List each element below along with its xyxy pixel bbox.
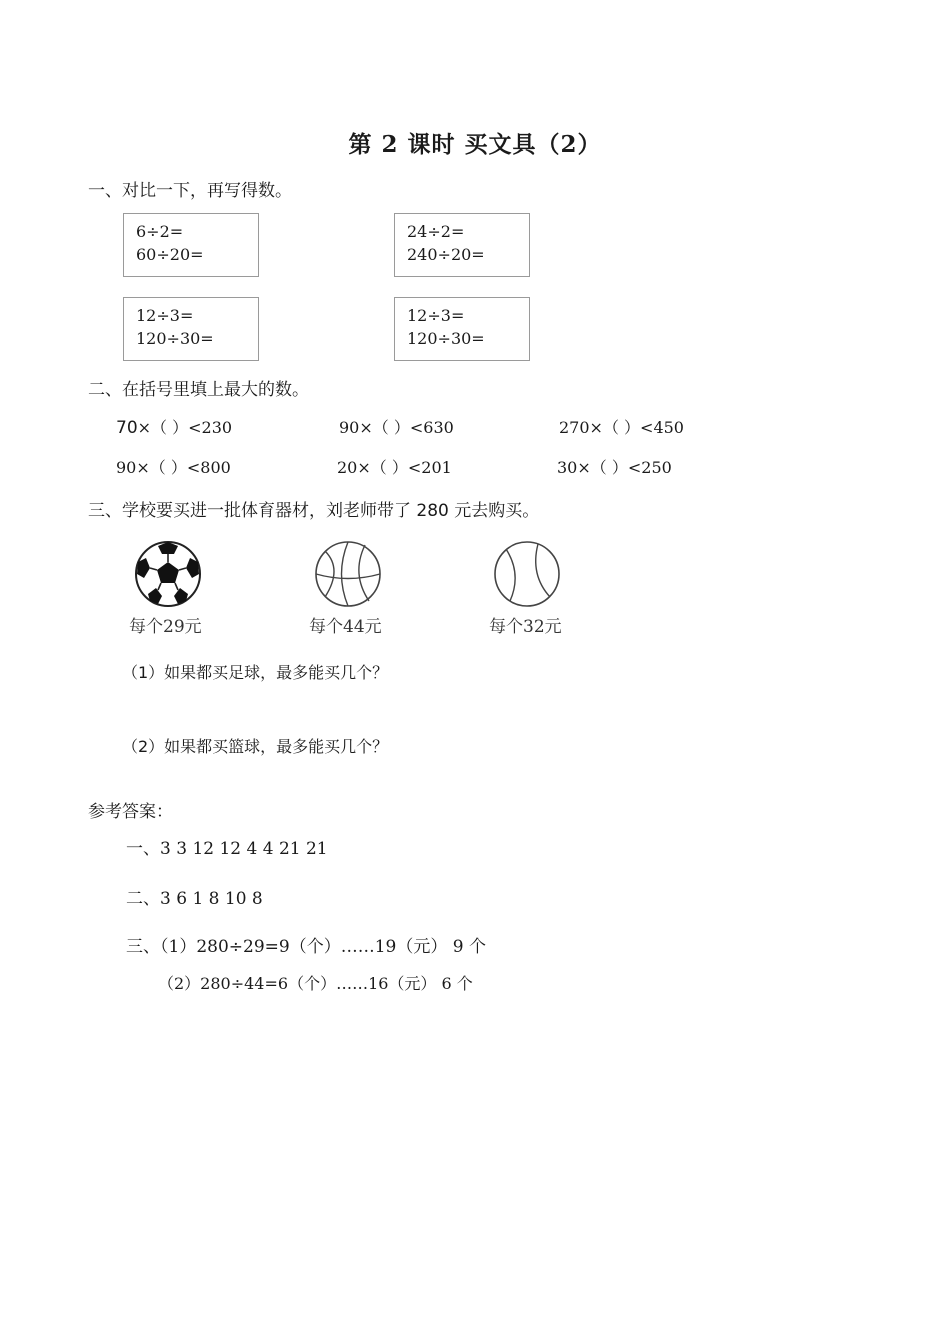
expression-box-4 <box>394 297 530 361</box>
answer-3-part-1: 三、（1）280÷29=9（个）……19（元） 9 个 <box>126 937 486 957</box>
answer-1: 一、3 3 12 12 4 4 21 21 <box>126 839 328 859</box>
basketball-icon <box>313 539 383 609</box>
expression-line: 60÷20= <box>136 245 204 264</box>
section-1-heading: 一、对比一下，再写得数。 <box>88 181 292 201</box>
section-3-heading: 三、学校要买进一批体育器材，刘老师带了 280 元去购买。 <box>88 501 540 521</box>
inequality-text: ×（ ）<230 <box>137 418 233 437</box>
inequality-item: 90×（ ）<630 <box>339 418 454 437</box>
section-2-heading: 二、在括号里填上最大的数。 <box>88 380 309 400</box>
question-1: （1）如果都买足球，最多能买几个？ <box>122 663 389 682</box>
answers-heading: 参考答案： <box>88 802 173 822</box>
expression-line: 240÷20= <box>407 245 485 264</box>
expression-line: 6÷2= <box>136 222 184 241</box>
answer-2: 二、3 6 1 8 10 8 <box>126 889 263 909</box>
expression-box-3 <box>123 297 259 361</box>
price-caption: 每个44元 <box>309 617 382 637</box>
expression-line: 120÷30= <box>407 329 485 348</box>
inequality-lead: 70 <box>116 418 138 438</box>
expression-box-2 <box>394 213 530 277</box>
price-caption: 每个29元 <box>129 617 202 637</box>
answer-3-part-2: （2）280÷44=6（个）……16（元） 6 个 <box>158 974 473 993</box>
inequality-item: 20×（ ）<201 <box>337 458 452 477</box>
soccer-ball-icon <box>132 540 204 608</box>
expression-box-1 <box>123 213 259 277</box>
expression-line: 120÷30= <box>136 329 214 348</box>
inequality-item: 90×（ ）<800 <box>116 458 231 477</box>
expression-line: 24÷2= <box>407 222 465 241</box>
expression-line: 12÷3= <box>407 306 465 325</box>
inequality-item <box>116 415 232 438</box>
page-title: 第 2 课时 买文具（2） <box>348 131 602 158</box>
expression-line: 12÷3= <box>136 306 194 325</box>
tennis-ball-icon <box>492 539 562 609</box>
question-2: （2）如果都买篮球，最多能买几个？ <box>122 737 389 756</box>
inequality-item: 30×（ ）<250 <box>557 458 672 477</box>
inequality-item: 270×（ ）<450 <box>559 418 684 437</box>
price-caption: 每个32元 <box>489 617 562 637</box>
